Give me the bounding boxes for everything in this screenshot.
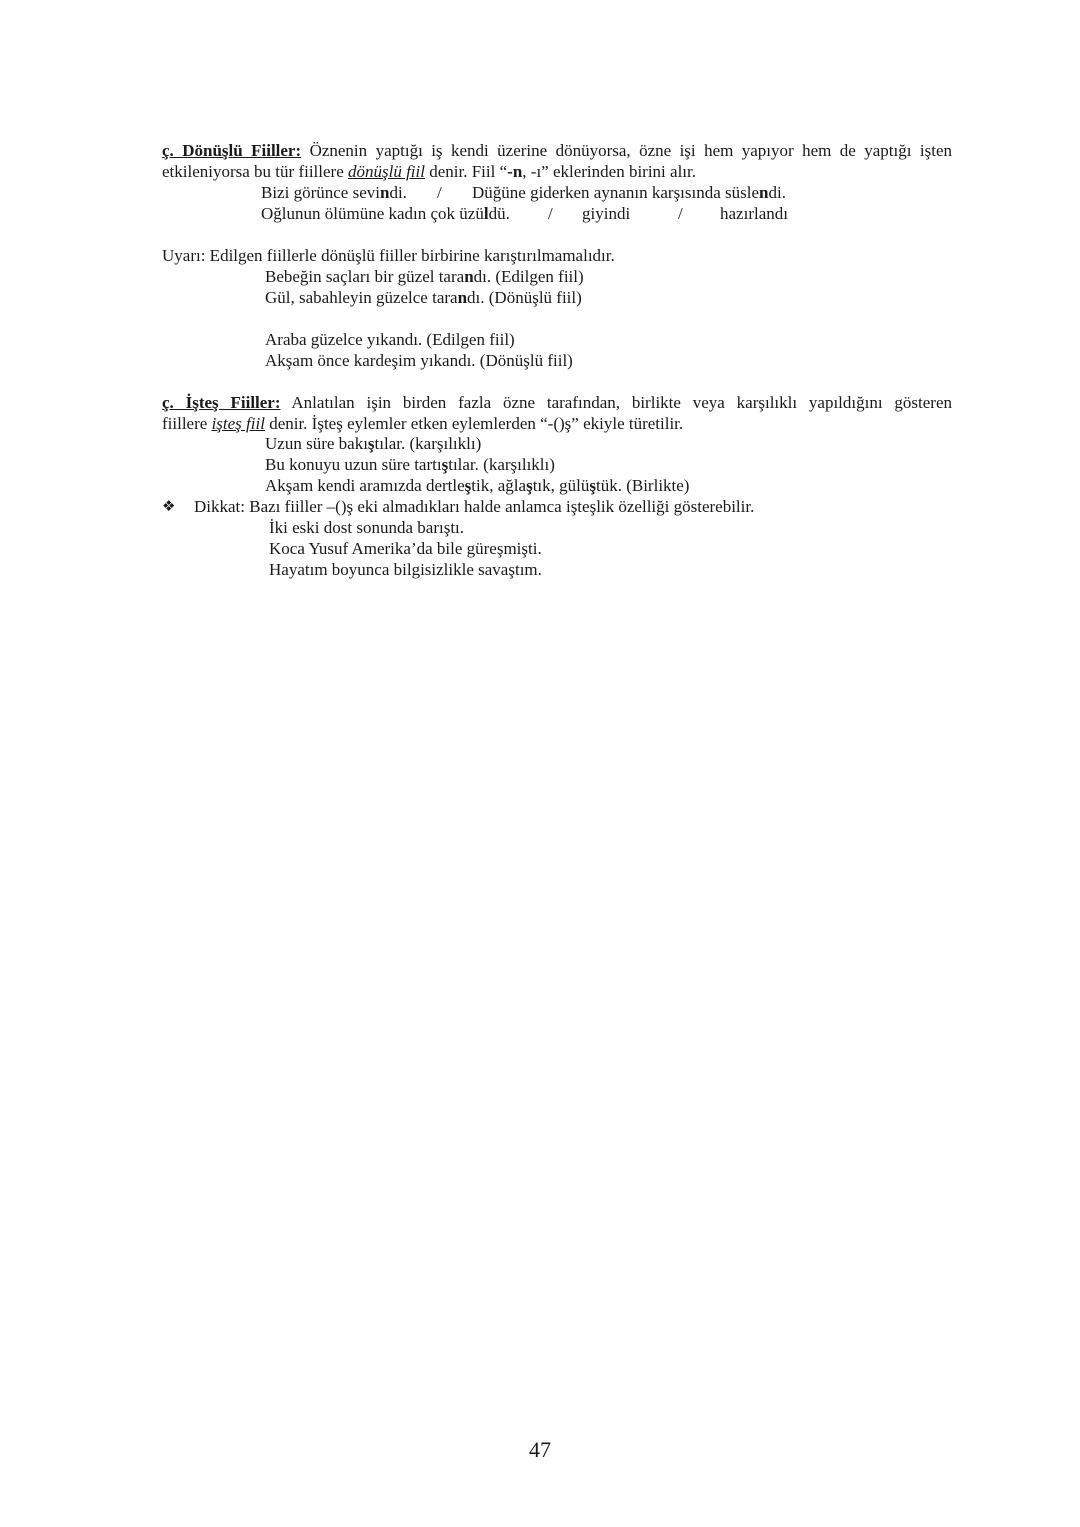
example-bold-suffix: ş xyxy=(441,455,449,474)
warning-text: Uyarı: Edilgen fiillerle dönüşlü fiiller birbirine karıştırılmamalıdır. xyxy=(162,246,615,265)
istes-intro-text-1: Anlatılan işin birden fazla özne tarafından, birlikte veya karşılıklı yapıldığını gösteren xyxy=(291,393,952,412)
example-bold-suffix: ş xyxy=(526,476,533,495)
donuslu-example-2-word-2: hazırlandı xyxy=(720,204,788,223)
istes-intro-line-1 xyxy=(162,392,952,413)
istes-example-1 xyxy=(265,433,481,454)
example-bold-suffix: n xyxy=(457,288,468,307)
example-text: Uzun süre bakı xyxy=(265,434,368,453)
example-text: dı. (Edilgen fiil) xyxy=(473,267,584,286)
example-text: Akşam kendi aramızda dertle xyxy=(265,476,465,495)
donuslu-example-2 xyxy=(261,203,510,224)
warning-example-4: Akşam önce kardeşim yıkandı. (Dönüşlü fiil) xyxy=(265,351,573,370)
istes-example-2 xyxy=(265,454,555,475)
donuslu-suffix-bold: -n xyxy=(507,162,523,181)
example-bold-suffix: n xyxy=(379,183,390,202)
example-text: Oğlunun ölümüne kadın çok üzü xyxy=(261,204,484,223)
example-text: Bebeğin saçları bir güzel tara xyxy=(265,267,465,286)
example-text: Bu konuyu uzun süre tartı xyxy=(265,455,442,474)
example-text: dı. (Dönüşlü fiil) xyxy=(467,288,582,307)
donuslu-intro-text-1: Öznenin yaptığı iş kendi üzerine dönüyorsa, özne işi hem yapıyor hem de yaptığı işten xyxy=(309,141,952,160)
istes-term: işteş fiil xyxy=(211,414,265,433)
donuslu-term: dönüşlü fiil xyxy=(348,162,425,181)
example-text: di. xyxy=(768,183,786,202)
attention-example-2: Koca Yusuf Amerika’da bile güreşmişti. xyxy=(269,539,542,558)
donuslu-example-1 xyxy=(261,182,407,203)
donuslu-example-2-separator-1: / xyxy=(548,204,553,223)
donuslu-intro-line-1 xyxy=(162,140,952,161)
example-bold-suffix: n xyxy=(464,267,474,286)
diamond-bullet-icon: ❖ xyxy=(162,497,176,515)
example-bold-suffix: n xyxy=(759,183,769,202)
example-text: tılar. (karşılıklı) xyxy=(448,455,555,474)
example-bold-suffix: ş xyxy=(367,434,375,453)
istes-intro-text-2a: fiillere xyxy=(162,414,212,433)
donuslu-example-1b xyxy=(472,182,786,203)
donuslu-example-2-word-1: giyindi xyxy=(582,204,631,223)
example-text: di. xyxy=(389,183,407,202)
warning-example-2 xyxy=(265,287,582,308)
example-text: tük. (Birlikte) xyxy=(595,476,690,495)
example-text: dü. xyxy=(488,204,510,223)
page-number: 47 xyxy=(529,1437,551,1462)
donuslu-example-2-separator-2: / xyxy=(678,204,683,223)
example-bold-suffix: ş xyxy=(589,476,596,495)
warning-example-1 xyxy=(265,266,584,287)
example-bold-suffix: l xyxy=(483,204,489,223)
donuslu-intro-text-2a: etkileniyorsa bu tür fiillere xyxy=(162,162,348,181)
istes-heading: ç. İşteş Fiiller: xyxy=(162,393,281,412)
attention-example-1: İki eski dost sonunda barıştı. xyxy=(269,518,465,537)
example-text: Gül, sabahleyin güzelce tara xyxy=(265,288,458,307)
example-text: Düğüne giderken aynanın karşısında süsle xyxy=(472,183,760,202)
donuslu-intro-line-2 xyxy=(162,161,696,182)
example-text: tık, gülü xyxy=(532,476,590,495)
donuslu-intro-text-2c: , -ı” eklerinden birini alır. xyxy=(522,162,696,181)
example-text: Bizi görünce sevi xyxy=(261,183,380,202)
example-text: tik, ağla xyxy=(471,476,527,495)
attention-text: Dikkat: Bazı fiiller –()ş eki almadıkları halde anlamca işteşlik özelliği gösterebilir. xyxy=(194,497,755,516)
attention-example-3: Hayatım boyunca bilgisizlikle savaştım. xyxy=(269,560,542,579)
example-bold-suffix: ş xyxy=(464,476,472,495)
donuslu-intro-text-2b: denir. Fiil “ xyxy=(424,162,508,181)
donuslu-heading: ç. Dönüşlü Fiiller: xyxy=(162,141,302,160)
istes-example-3 xyxy=(265,475,689,496)
donuslu-example-1-separator: / xyxy=(437,183,442,202)
example-text: tılar. (karşılıklı) xyxy=(374,434,482,453)
istes-intro-line-2 xyxy=(162,413,683,434)
istes-intro-text-2b: denir. İşteş eylemler etken eylemlerden “-()ş” ekiyle türetilir. xyxy=(264,414,684,433)
warning-example-3: Araba güzelce yıkandı. (Edilgen fiil) xyxy=(265,330,515,349)
